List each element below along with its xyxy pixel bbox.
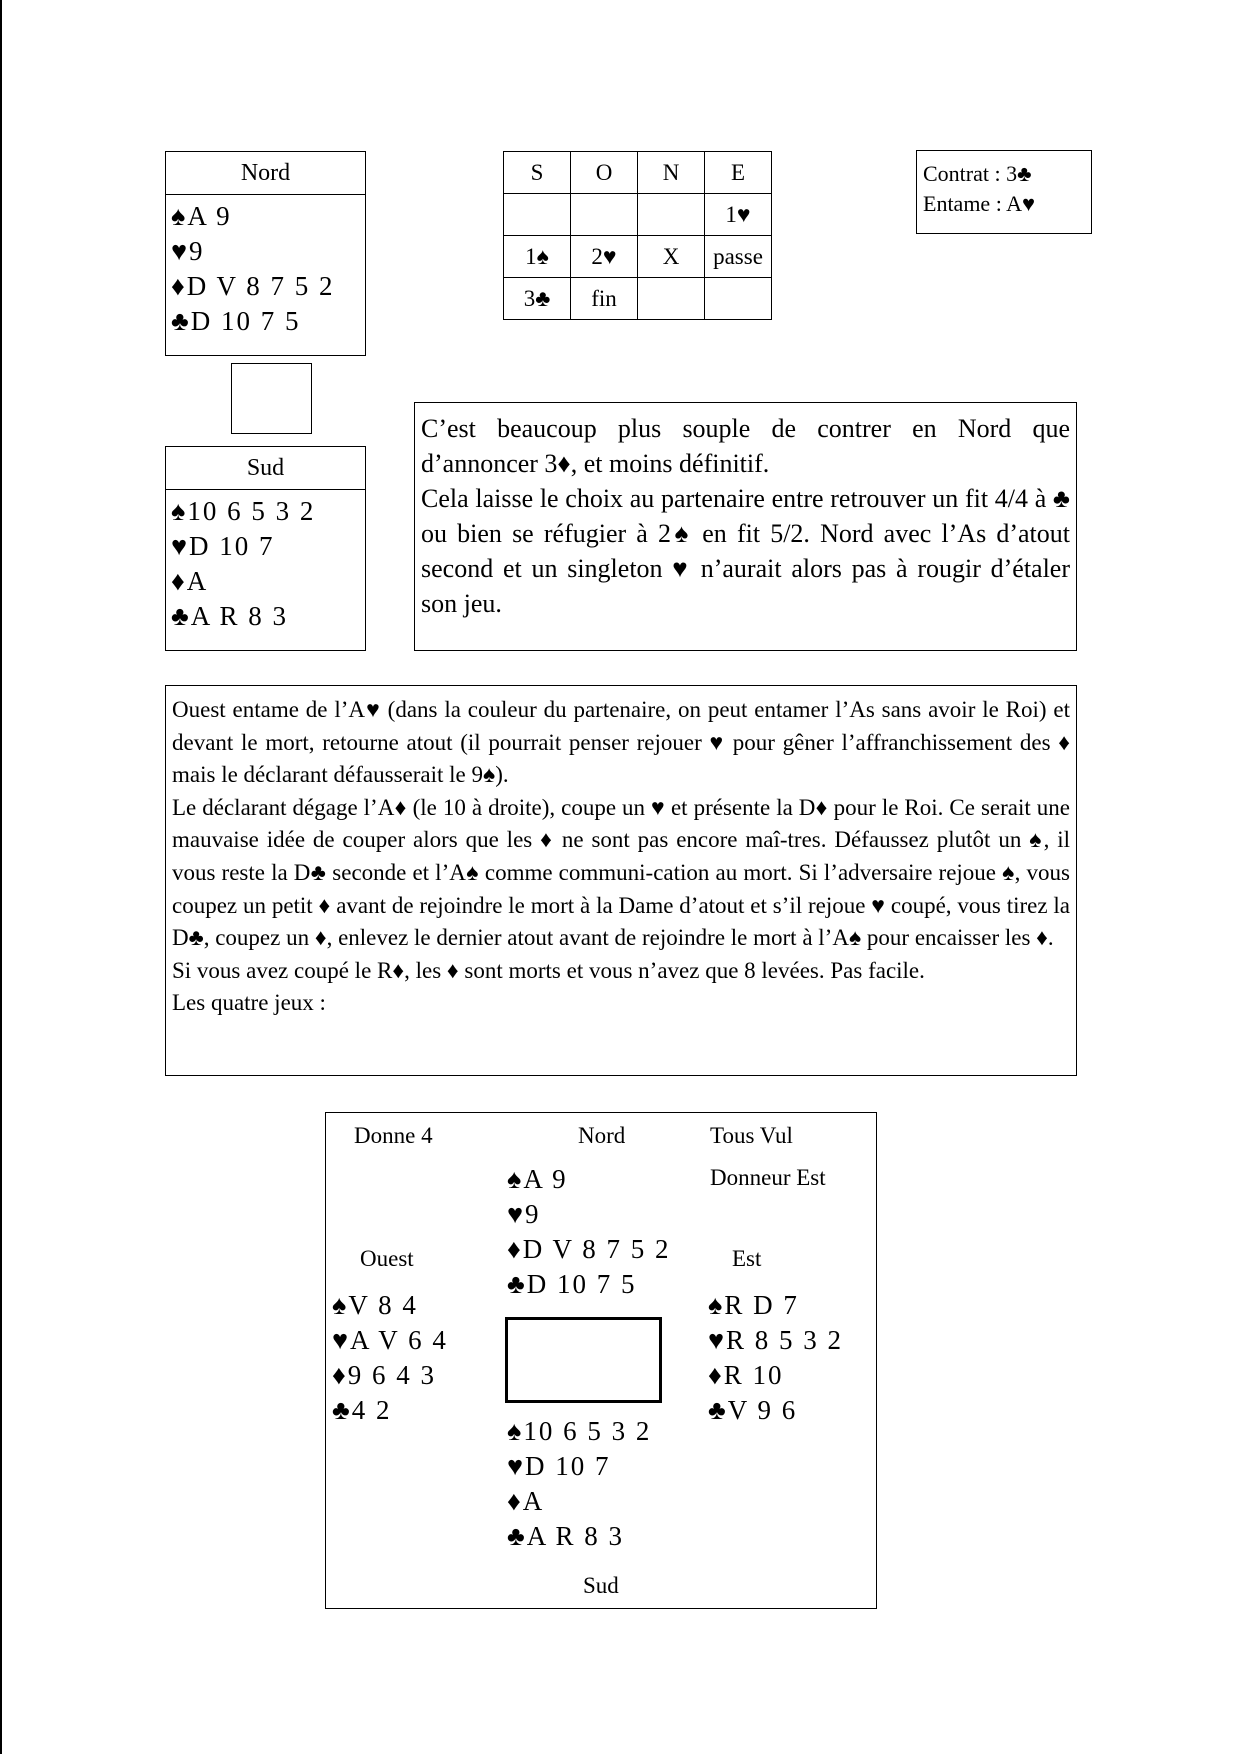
north-hearts <box>171 234 365 269</box>
bid-cell: 1♠ <box>504 236 571 278</box>
lead-line: Entame : A♥ <box>923 191 1036 216</box>
north-diamonds-cards: D V 8 7 5 2 <box>186 271 335 301</box>
deal-east-clubs <box>708 1393 843 1428</box>
table-square <box>231 363 312 434</box>
club-icon: ♣ <box>332 1395 350 1425</box>
deal-south-hearts <box>507 1449 651 1484</box>
bidding-header-row <box>504 152 772 194</box>
diamond-icon: ♦ <box>507 1486 521 1516</box>
deal-north-spades-cards: A 9 <box>523 1164 568 1194</box>
deal-diagram <box>325 1112 877 1609</box>
deal-south-spades-cards: 10 6 5 3 2 <box>523 1416 652 1446</box>
deal-east-spades-cards: R D 7 <box>724 1290 799 1320</box>
spade-icon: ♠ <box>171 496 186 526</box>
deal-west-spades <box>332 1288 448 1323</box>
spade-icon: ♠ <box>332 1290 347 1320</box>
vulnerability-label: Tous Vul <box>710 1123 793 1148</box>
north-spades <box>171 199 365 234</box>
deal-south-diamonds-cards: A <box>522 1486 545 1516</box>
deal-south-clubs <box>507 1519 651 1554</box>
heart-icon: ♥ <box>332 1325 349 1355</box>
deal-west-clubs-cards: 4 2 <box>351 1395 392 1425</box>
south-clubs <box>171 599 365 634</box>
south-hearts <box>171 529 365 564</box>
deal-east-hearts-cards: R 8 5 3 2 <box>726 1325 844 1355</box>
spade-icon: ♠ <box>708 1290 723 1320</box>
heart-icon: ♥ <box>171 531 188 561</box>
board-number: Donne 4 <box>354 1123 433 1148</box>
deal-east-spades <box>708 1288 843 1323</box>
deal-north-clubs <box>507 1267 671 1302</box>
comment-paragraph: C’est beaucoup plus souple de contrer en Nord que d’annoncer 3♦, et moins définitif. <box>421 414 1070 478</box>
diamond-icon: ♦ <box>332 1360 346 1390</box>
bidding-row <box>504 278 772 320</box>
deal-east-diamonds-cards: R 10 <box>723 1360 784 1390</box>
deal-north-hearts-cards: 9 <box>525 1199 541 1229</box>
deal-north-hearts <box>507 1197 671 1232</box>
spade-icon: ♠ <box>507 1416 522 1446</box>
heart-icon: ♥ <box>171 236 188 266</box>
club-icon: ♣ <box>171 306 189 336</box>
bidding-header-o: O <box>571 152 638 194</box>
club-icon: ♣ <box>507 1269 525 1299</box>
heart-icon: ♥ <box>507 1451 524 1481</box>
bidding-row <box>504 236 772 278</box>
deal-east-hand <box>708 1288 843 1428</box>
page-left-edge <box>0 0 2 1754</box>
deal-west-hand <box>332 1288 448 1428</box>
diamond-icon: ♦ <box>708 1360 722 1390</box>
deal-south-hearts-cards: D 10 7 <box>525 1451 611 1481</box>
comment-paragraph: Cela laisse le choix au partenaire entre retrouver un fit 4/4 à ♣ ou bien se réfugier à 2♠ en fit 5/2. Nord avec l’As d’atout second et un singleton ♥ n’aurait alors pas à rougir d’étaler son jeu. <box>421 484 1070 618</box>
deal-south-diamonds <box>507 1484 651 1519</box>
deal-north-label: Nord <box>578 1123 626 1148</box>
spade-icon: ♠ <box>507 1164 522 1194</box>
north-hand-box <box>165 151 366 356</box>
deal-west-clubs <box>332 1393 448 1428</box>
deal-east-hearts <box>708 1323 843 1358</box>
dealer-label: Donneur Est <box>710 1165 826 1190</box>
deal-west-diamonds <box>332 1358 448 1393</box>
south-diamonds-cards: A <box>186 566 209 596</box>
club-icon: ♣ <box>171 601 189 631</box>
deal-north-diamonds-cards: D V 8 7 5 2 <box>522 1234 671 1264</box>
south-hearts-cards: D 10 7 <box>189 531 275 561</box>
bid-cell <box>571 194 638 236</box>
deal-south-clubs-cards: A R 8 3 <box>526 1521 624 1551</box>
deal-north-diamonds <box>507 1232 671 1267</box>
diamond-icon: ♦ <box>171 566 185 596</box>
heart-icon: ♥ <box>708 1325 725 1355</box>
diamond-icon: ♦ <box>171 271 185 301</box>
bid-cell: 3♣ <box>504 278 571 320</box>
north-hearts-cards: 9 <box>189 236 205 266</box>
diamond-icon: ♦ <box>507 1234 521 1264</box>
bid-cell: X <box>638 236 705 278</box>
deal-east-clubs-cards: V 9 6 <box>727 1395 798 1425</box>
deal-north-spades <box>507 1162 671 1197</box>
bid-cell: 2♥ <box>571 236 638 278</box>
contract-box <box>916 150 1092 234</box>
north-spades-cards: A 9 <box>187 201 232 231</box>
north-clubs-cards: D 10 7 5 <box>190 306 301 336</box>
deal-south-spades <box>507 1414 651 1449</box>
bidding-header-e: E <box>705 152 772 194</box>
south-diamonds <box>171 564 365 599</box>
deal-west-hearts <box>332 1323 448 1358</box>
bid-cell: passe <box>705 236 772 278</box>
deal-table-square <box>505 1317 662 1403</box>
deal-north-clubs-cards: D 10 7 5 <box>526 1269 637 1299</box>
analysis-paragraph: Le déclarant dégage l’A♦ (le 10 à droite), coupe un ♥ et présente la D♦ pour le Roi. Ce serait une mauvaise idée de couper alors que les ♦ ne sont pas encore maî-tres. Défaussez plutôt un ♠, il vous reste la D♣ seconde et l’A♠ comme communi-cation au mort. Si l’adversaire rejoue ♠, vous coupez un petit ♦ avant de rejoindre le mort à la Dame d’atout et s’il rejoue ♥ coupé, vous tirez la D♣, coupez un ♦, enlevez le dernier atout avant de rejoindre le mort à l’A♠ pour encaisser les ♦. <box>172 794 1070 951</box>
bidding-row <box>504 194 772 236</box>
deal-south-label: Sud <box>583 1573 619 1598</box>
south-hand-box <box>165 446 366 651</box>
bidding-table <box>503 151 772 320</box>
deal-east-label: Est <box>732 1246 762 1271</box>
deal-west-label: Ouest <box>360 1246 414 1271</box>
club-icon: ♣ <box>507 1521 525 1551</box>
south-clubs-cards: A R 8 3 <box>190 601 288 631</box>
analysis-paragraph: Ouest entame de l’A♥ (dans la couleur du partenaire, on peut entamer l’As sans avoir le Roi) et devant le mort, retourne atout (il pourrait penser rejouer ♥ pour gêner l’affranchissement des ♦ mais le déclarant défausserait le 9♠). <box>172 697 1070 788</box>
south-hand-title: Sud <box>166 447 365 490</box>
deal-west-spades-cards: V 8 4 <box>348 1290 418 1320</box>
bid-cell: fin <box>571 278 638 320</box>
north-diamonds <box>171 269 365 304</box>
bidding-header-s: S <box>504 152 571 194</box>
deal-west-hearts-cards: A V 6 4 <box>350 1325 448 1355</box>
deal-west-diamonds-cards: 9 6 4 3 <box>347 1360 437 1390</box>
bid-cell <box>638 278 705 320</box>
club-icon: ♣ <box>708 1395 726 1425</box>
analysis-paragraph: Si vous avez coupé le R♦, les ♦ sont morts et vous n’avez que 8 levées. Pas facile. <box>172 957 925 983</box>
bid-cell: 1♥ <box>705 194 772 236</box>
south-spades-cards: 10 6 5 3 2 <box>187 496 316 526</box>
north-hand-title: Nord <box>166 152 365 195</box>
south-hand-cards <box>166 490 365 634</box>
north-hand-cards <box>166 195 365 339</box>
bidding-header-n: N <box>638 152 705 194</box>
comment-box <box>414 402 1077 651</box>
heart-icon: ♥ <box>507 1199 524 1229</box>
deal-north-hand <box>507 1162 671 1302</box>
deal-east-diamonds <box>708 1358 843 1393</box>
north-clubs <box>171 304 365 339</box>
analysis-box <box>165 685 1077 1076</box>
analysis-paragraph: Les quatre jeux : <box>172 990 326 1016</box>
bid-cell <box>705 278 772 320</box>
bid-cell <box>504 194 571 236</box>
deal-south-hand <box>507 1414 651 1554</box>
bid-cell <box>638 194 705 236</box>
spade-icon: ♠ <box>171 201 186 231</box>
south-spades <box>171 494 365 529</box>
contract-line: Contrat : 3♣ <box>923 161 1032 186</box>
